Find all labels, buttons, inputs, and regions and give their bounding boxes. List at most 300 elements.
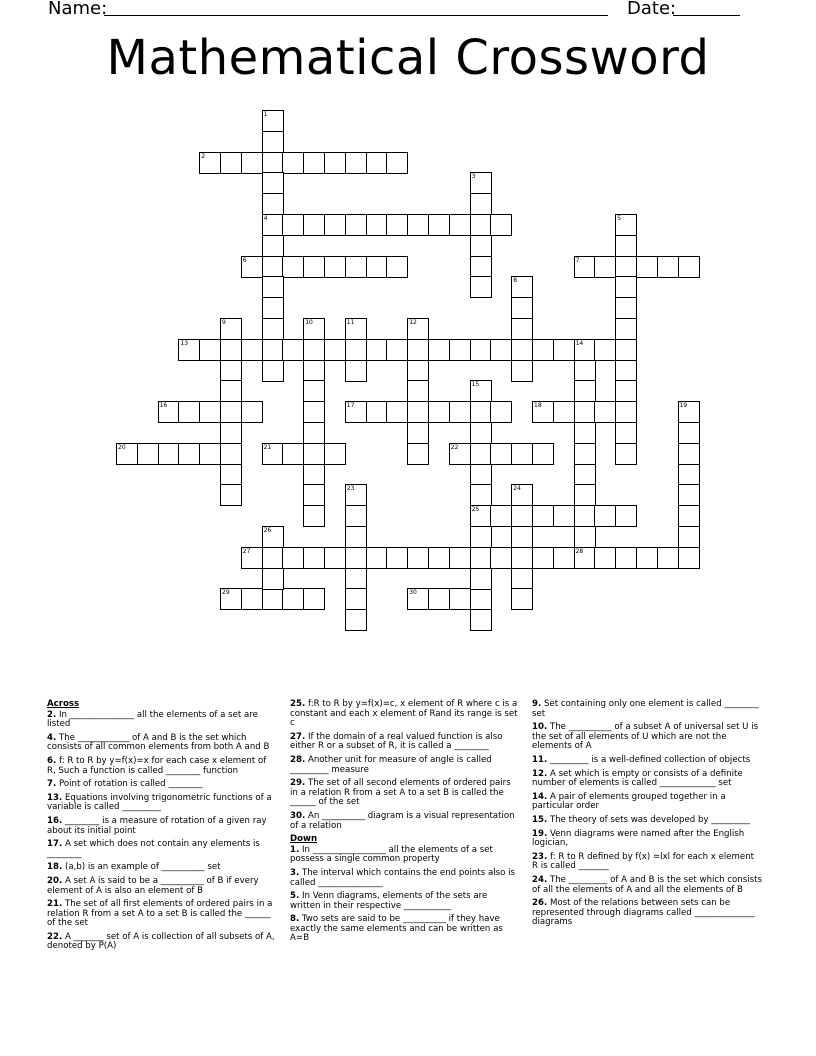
grid-cell[interactable] bbox=[324, 214, 346, 236]
grid-cell[interactable] bbox=[511, 318, 533, 340]
grid-cell[interactable] bbox=[594, 547, 616, 569]
clue-number: 8 bbox=[513, 277, 518, 285]
grid-cell[interactable] bbox=[303, 214, 325, 236]
grid-cell[interactable] bbox=[470, 276, 492, 298]
grid-cell[interactable] bbox=[532, 443, 554, 465]
grid-cell[interactable] bbox=[366, 256, 388, 278]
grid-cell[interactable] bbox=[303, 484, 325, 506]
across-clue bbox=[290, 756, 520, 775]
down-clue bbox=[532, 700, 762, 719]
grid-cell[interactable] bbox=[511, 484, 533, 506]
grid-cell[interactable] bbox=[262, 297, 284, 319]
grid-cell[interactable] bbox=[678, 484, 700, 506]
grid-cell[interactable] bbox=[470, 193, 492, 215]
grid-cell[interactable] bbox=[615, 422, 637, 444]
grid-cell[interactable] bbox=[262, 318, 284, 340]
clue-text: In Venn diagrams, elements of the sets are written in their respective ___________ bbox=[290, 891, 488, 911]
grid-cell[interactable] bbox=[345, 214, 367, 236]
clue-number: 19 bbox=[679, 402, 688, 410]
down-clue-list-cont bbox=[532, 700, 762, 928]
clue-number: 12 bbox=[409, 319, 417, 326]
date-label: Date: bbox=[627, 0, 677, 19]
grid-cell[interactable] bbox=[511, 339, 533, 361]
grid-cell[interactable] bbox=[428, 547, 450, 569]
grid-cell[interactable] bbox=[262, 131, 284, 153]
grid-cell[interactable] bbox=[574, 401, 596, 423]
clue-text: If the domain of a real valued function is also either R or a subset of R, it is called a ________ bbox=[290, 731, 503, 752]
clue-text: Two sets are said to be __________ if they have exactly the same elements and can be written as A=B bbox=[290, 914, 503, 944]
across-clue bbox=[47, 900, 277, 929]
clue-num: 6. bbox=[47, 755, 57, 766]
grid-cell[interactable] bbox=[366, 401, 388, 423]
clue-num: 2. bbox=[47, 709, 57, 720]
grid-cell[interactable] bbox=[511, 568, 533, 590]
grid-cell[interactable] bbox=[678, 547, 700, 569]
clue-number: 11 bbox=[346, 319, 355, 326]
clue-column-2 bbox=[290, 700, 520, 948]
grid-cell[interactable] bbox=[262, 172, 284, 194]
clue-text: A set which is empty or consists of a definite number of elements is called _____________ set bbox=[532, 768, 743, 789]
grid-cell[interactable] bbox=[511, 360, 533, 382]
grid-cell[interactable] bbox=[407, 443, 429, 465]
grid-cell[interactable] bbox=[303, 443, 325, 465]
across-clue bbox=[47, 780, 277, 790]
clue-number: 9 bbox=[222, 319, 226, 326]
grid-cell[interactable] bbox=[511, 297, 533, 319]
grid-cell[interactable] bbox=[615, 547, 637, 569]
clue-column-1 bbox=[47, 700, 277, 956]
grid-cell[interactable] bbox=[303, 339, 325, 361]
grid-cell[interactable] bbox=[490, 401, 512, 423]
grid-cell[interactable] bbox=[345, 318, 367, 340]
grid-cell[interactable] bbox=[241, 256, 263, 278]
grid-cell[interactable] bbox=[553, 547, 575, 569]
grid-cell[interactable] bbox=[594, 401, 616, 423]
grid-cell[interactable] bbox=[282, 256, 304, 278]
clue-text: In _________________ all the elements of a set possess a single common property bbox=[290, 844, 493, 865]
clue-num: 28. bbox=[290, 754, 306, 765]
grid-cell[interactable] bbox=[615, 297, 637, 319]
down-clue-list bbox=[290, 846, 520, 944]
grid-cell[interactable] bbox=[449, 401, 471, 423]
grid-cell[interactable] bbox=[220, 443, 242, 465]
grid-cell[interactable] bbox=[511, 588, 533, 610]
grid-cell[interactable] bbox=[303, 256, 325, 278]
grid-cell[interactable] bbox=[303, 401, 325, 423]
grid-cell[interactable] bbox=[199, 443, 221, 465]
grid-cell[interactable] bbox=[574, 380, 596, 402]
grid-cell[interactable] bbox=[262, 110, 284, 132]
grid-cell[interactable] bbox=[282, 152, 304, 174]
grid-cell[interactable] bbox=[324, 339, 346, 361]
grid-cell[interactable] bbox=[220, 484, 242, 506]
grid-cell[interactable] bbox=[636, 547, 658, 569]
grid-cell[interactable] bbox=[428, 339, 450, 361]
clue-number: 28 bbox=[575, 547, 584, 555]
grid-cell[interactable] bbox=[282, 588, 304, 610]
grid-cell[interactable] bbox=[345, 588, 367, 610]
grid-cell[interactable] bbox=[262, 152, 284, 174]
grid-cell[interactable] bbox=[428, 401, 450, 423]
grid-cell[interactable] bbox=[178, 443, 200, 465]
grid-cell[interactable] bbox=[407, 339, 429, 361]
grid-cell[interactable] bbox=[490, 547, 512, 569]
clue-number: 29 bbox=[222, 589, 230, 597]
clue-number: 18 bbox=[534, 402, 542, 410]
grid-cell[interactable] bbox=[345, 152, 367, 174]
grid-cell[interactable] bbox=[324, 443, 346, 465]
grid-cell[interactable] bbox=[324, 547, 346, 569]
down-clue bbox=[532, 830, 762, 849]
grid-cell[interactable] bbox=[407, 588, 429, 610]
grid-cell[interactable] bbox=[553, 401, 575, 423]
grid-cell[interactable] bbox=[574, 339, 596, 361]
clue-text: An __________ diagram is a visual representation of a relation bbox=[290, 810, 515, 831]
across-clue-list bbox=[47, 711, 277, 952]
grid-cell[interactable] bbox=[303, 547, 325, 569]
clue-text: Set containing only one element is called ________ set bbox=[532, 699, 759, 719]
clue-num: 4. bbox=[47, 732, 57, 743]
grid-cell[interactable] bbox=[262, 276, 284, 298]
grid-cell[interactable] bbox=[241, 588, 263, 610]
clue-column-3 bbox=[532, 700, 762, 932]
grid-cell[interactable] bbox=[470, 214, 492, 236]
grid-cell[interactable] bbox=[553, 505, 575, 527]
grid-cell[interactable] bbox=[345, 484, 367, 506]
grid-cell[interactable] bbox=[303, 380, 325, 402]
grid-cell[interactable] bbox=[407, 360, 429, 382]
grid-cell[interactable] bbox=[303, 152, 325, 174]
across-clue-list-cont bbox=[290, 700, 520, 831]
grid-cell[interactable] bbox=[386, 339, 408, 361]
grid-cell[interactable] bbox=[532, 505, 554, 527]
clue-number: 6 bbox=[242, 256, 247, 264]
across-clue bbox=[47, 711, 277, 730]
grid-cell[interactable] bbox=[303, 505, 325, 527]
clue-num: 5. bbox=[290, 891, 300, 902]
grid-cell[interactable] bbox=[470, 443, 492, 465]
grid-cell[interactable] bbox=[470, 401, 492, 423]
grid-cell[interactable] bbox=[386, 214, 408, 236]
grid-cell[interactable] bbox=[470, 422, 492, 444]
grid-cell[interactable] bbox=[241, 339, 263, 361]
grid-cell[interactable] bbox=[594, 339, 616, 361]
down-clue bbox=[290, 915, 520, 944]
grid-cell[interactable] bbox=[220, 360, 242, 382]
grid-cell[interactable] bbox=[615, 360, 637, 382]
grid-cell[interactable] bbox=[158, 443, 180, 465]
grid-cell[interactable] bbox=[470, 235, 492, 257]
clue-num: 27. bbox=[290, 731, 306, 742]
grid-cell[interactable] bbox=[407, 547, 429, 569]
across-clue bbox=[47, 734, 277, 753]
grid-cell[interactable] bbox=[178, 339, 200, 361]
clue-num: 17. bbox=[47, 839, 63, 850]
clue-num: 26. bbox=[532, 898, 548, 909]
across-clue bbox=[47, 933, 277, 952]
grid-cell[interactable] bbox=[386, 401, 408, 423]
grid-cell[interactable] bbox=[262, 568, 284, 590]
grid-cell[interactable] bbox=[657, 256, 679, 278]
grid-cell[interactable] bbox=[449, 443, 471, 465]
grid-cell[interactable] bbox=[282, 547, 304, 569]
grid-cell[interactable] bbox=[407, 401, 429, 423]
grid-cell[interactable] bbox=[511, 505, 533, 527]
grid-cell[interactable] bbox=[615, 214, 637, 236]
grid-cell[interactable] bbox=[657, 547, 679, 569]
grid-cell[interactable] bbox=[532, 339, 554, 361]
grid-cell[interactable] bbox=[220, 339, 242, 361]
grid-cell[interactable] bbox=[678, 422, 700, 444]
clue-num: 9. bbox=[532, 699, 542, 709]
across-clue bbox=[290, 779, 520, 808]
grid-cell[interactable] bbox=[366, 152, 388, 174]
grid-cell[interactable] bbox=[553, 339, 575, 361]
grid-cell[interactable] bbox=[532, 401, 554, 423]
grid-cell[interactable] bbox=[220, 152, 242, 174]
clue-num: 16. bbox=[47, 815, 63, 826]
grid-cell[interactable] bbox=[366, 547, 388, 569]
grid-cell[interactable] bbox=[262, 193, 284, 215]
grid-cell[interactable] bbox=[574, 256, 596, 278]
grid-cell[interactable] bbox=[324, 152, 346, 174]
grid-cell[interactable] bbox=[345, 339, 367, 361]
grid-cell[interactable] bbox=[241, 152, 263, 174]
clue-number: 5 bbox=[617, 215, 622, 222]
grid-cell[interactable] bbox=[615, 256, 637, 278]
grid-cell[interactable] bbox=[594, 256, 616, 278]
clue-num: 3. bbox=[290, 867, 300, 878]
grid-cell[interactable] bbox=[282, 214, 304, 236]
grid-cell[interactable] bbox=[407, 380, 429, 402]
down-clue bbox=[532, 770, 762, 789]
grid-cell[interactable] bbox=[220, 464, 242, 486]
grid-cell[interactable] bbox=[345, 526, 367, 548]
grid-cell[interactable] bbox=[428, 214, 450, 236]
grid-cell[interactable] bbox=[345, 609, 367, 631]
grid-cell[interactable] bbox=[366, 339, 388, 361]
down-heading: Down bbox=[290, 834, 318, 845]
clue-num: 12. bbox=[532, 768, 548, 779]
grid-cell[interactable] bbox=[470, 484, 492, 506]
grid-cell[interactable] bbox=[282, 339, 304, 361]
clue-text: _________ is a well-defined collection of objects bbox=[549, 754, 751, 765]
clue-number: 7 bbox=[575, 256, 580, 264]
grid-cell[interactable] bbox=[678, 401, 700, 423]
grid-cell[interactable] bbox=[282, 443, 304, 465]
grid-cell[interactable] bbox=[386, 152, 408, 174]
clue-num: 25. bbox=[290, 699, 306, 709]
across-clue bbox=[47, 840, 277, 859]
down-clue bbox=[290, 892, 520, 911]
clue-text: The _________ of A and B is the set which consists of all the elements of A and all the elements of B bbox=[532, 874, 762, 895]
grid-cell[interactable] bbox=[345, 360, 367, 382]
grid-cell[interactable] bbox=[407, 422, 429, 444]
clue-number: 4 bbox=[263, 215, 268, 222]
grid-cell[interactable] bbox=[303, 318, 325, 340]
grid-cell[interactable] bbox=[220, 380, 242, 402]
grid-cell[interactable] bbox=[615, 318, 637, 340]
clue-number: 26 bbox=[263, 527, 272, 534]
across-clue bbox=[290, 733, 520, 752]
grid-cell[interactable] bbox=[199, 339, 221, 361]
grid-cell[interactable] bbox=[303, 360, 325, 382]
clue-number: 13 bbox=[180, 339, 189, 347]
clue-text: In _______________ all the elements of a set are listed bbox=[47, 709, 258, 730]
grid-cell[interactable] bbox=[116, 443, 138, 465]
grid-cell[interactable] bbox=[615, 339, 637, 361]
grid-cell[interactable] bbox=[532, 547, 554, 569]
grid-cell[interactable] bbox=[449, 339, 471, 361]
grid-cell[interactable] bbox=[428, 588, 450, 610]
grid-cell[interactable] bbox=[615, 235, 637, 257]
clue-number: 3 bbox=[471, 173, 476, 181]
grid-cell[interactable] bbox=[262, 443, 284, 465]
grid-cell[interactable] bbox=[511, 276, 533, 298]
grid-cell[interactable] bbox=[199, 152, 221, 174]
grid-cell[interactable] bbox=[262, 547, 284, 569]
grid-cell[interactable] bbox=[220, 318, 242, 340]
across-clue bbox=[47, 877, 277, 896]
grid-cell[interactable] bbox=[386, 256, 408, 278]
grid-cell[interactable] bbox=[574, 443, 596, 465]
grid-cell[interactable] bbox=[178, 401, 200, 423]
grid-cell[interactable] bbox=[262, 360, 284, 382]
grid-cell[interactable] bbox=[490, 505, 512, 527]
name-label: Name: bbox=[48, 0, 108, 19]
grid-cell[interactable] bbox=[511, 526, 533, 548]
grid-cell[interactable] bbox=[574, 526, 596, 548]
grid-cell[interactable] bbox=[345, 505, 367, 527]
grid-cell[interactable] bbox=[345, 256, 367, 278]
grid-cell[interactable] bbox=[470, 547, 492, 569]
grid-cell[interactable] bbox=[615, 380, 637, 402]
grid-cell[interactable] bbox=[511, 443, 533, 465]
grid-cell[interactable] bbox=[449, 588, 471, 610]
grid-cell[interactable] bbox=[470, 464, 492, 486]
across-heading: Across bbox=[47, 699, 80, 709]
grid-cell[interactable] bbox=[345, 401, 367, 423]
grid-cell[interactable] bbox=[366, 214, 388, 236]
grid-cell[interactable] bbox=[386, 547, 408, 569]
grid-cell[interactable] bbox=[636, 256, 658, 278]
grid-cell[interactable] bbox=[490, 214, 512, 236]
grid-cell[interactable] bbox=[678, 505, 700, 527]
grid-cell[interactable] bbox=[615, 505, 637, 527]
grid-cell[interactable] bbox=[345, 547, 367, 569]
down-clue bbox=[532, 853, 762, 872]
down-clue bbox=[532, 756, 762, 766]
grid-cell[interactable] bbox=[241, 401, 263, 423]
grid-cell[interactable] bbox=[678, 256, 700, 278]
grid-cell[interactable] bbox=[324, 256, 346, 278]
grid-cell[interactable] bbox=[470, 588, 492, 610]
grid-cell[interactable] bbox=[407, 214, 429, 236]
down-clue bbox=[532, 899, 762, 928]
grid-cell[interactable] bbox=[678, 526, 700, 548]
grid-cell[interactable] bbox=[574, 464, 596, 486]
grid-cell[interactable] bbox=[574, 484, 596, 506]
grid-cell[interactable] bbox=[262, 235, 284, 257]
clue-text: A set A is said to be a __________ of B if every element of A is also an element of B bbox=[47, 875, 259, 896]
clue-num: 1. bbox=[290, 844, 300, 855]
grid-cell[interactable] bbox=[158, 401, 180, 423]
grid-cell[interactable] bbox=[345, 568, 367, 590]
grid-cell[interactable] bbox=[470, 339, 492, 361]
grid-cell[interactable] bbox=[262, 256, 284, 278]
grid-cell[interactable] bbox=[220, 401, 242, 423]
grid-cell[interactable] bbox=[574, 547, 596, 569]
clue-text: f: R to R by y=f(x)=x for each case x element of R, Such a function is called ________ function bbox=[47, 755, 267, 776]
grid-cell[interactable] bbox=[303, 422, 325, 444]
grid-cell[interactable] bbox=[407, 318, 429, 340]
down-clue bbox=[532, 723, 762, 752]
grid-cell[interactable] bbox=[262, 339, 284, 361]
clue-number: 10 bbox=[305, 319, 313, 326]
grid-cell[interactable] bbox=[470, 380, 492, 402]
clue-text: A _______ set of A is collection of all subsets of A, denoted by P(A) bbox=[47, 931, 275, 952]
grid-cell[interactable] bbox=[615, 401, 637, 423]
clue-num: 14. bbox=[532, 791, 548, 802]
grid-cell[interactable] bbox=[220, 588, 242, 610]
clue-num: 7. bbox=[47, 779, 57, 790]
clue-num: 29. bbox=[290, 778, 306, 789]
clue-num: 21. bbox=[47, 899, 63, 910]
grid-cell[interactable] bbox=[241, 547, 263, 569]
grid-cell[interactable] bbox=[490, 339, 512, 361]
grid-cell[interactable] bbox=[303, 464, 325, 486]
grid-cell[interactable] bbox=[470, 609, 492, 631]
clue-num: 30. bbox=[290, 810, 306, 821]
grid-cell[interactable] bbox=[199, 401, 221, 423]
down-clue bbox=[532, 876, 762, 895]
clue-num: 15. bbox=[532, 814, 548, 825]
clue-num: 20. bbox=[47, 875, 63, 886]
grid-cell[interactable] bbox=[470, 526, 492, 548]
grid-cell[interactable] bbox=[137, 443, 159, 465]
clue-text: Venn diagrams were named after the English logician, bbox=[532, 828, 745, 849]
grid-cell[interactable] bbox=[470, 256, 492, 278]
clue-number: 23 bbox=[346, 485, 355, 493]
grid-cell[interactable] bbox=[574, 505, 596, 527]
clue-text: The set of all first elements of ordered pairs in a relation R from a set A to a set B is called the ______ of the set bbox=[47, 899, 273, 929]
grid-cell[interactable] bbox=[594, 505, 616, 527]
clue-text: ________ is a measure of rotation of a given ray about its initial point bbox=[47, 815, 267, 836]
grid-cell[interactable] bbox=[262, 588, 284, 610]
grid-cell[interactable] bbox=[615, 443, 637, 465]
grid-cell[interactable] bbox=[678, 443, 700, 465]
grid-cell[interactable] bbox=[490, 443, 512, 465]
grid-cell[interactable] bbox=[678, 464, 700, 486]
grid-cell[interactable] bbox=[449, 214, 471, 236]
grid-cell[interactable] bbox=[574, 422, 596, 444]
clue-text: Equations involving trigonometric functions of a variable is called _________ bbox=[47, 792, 272, 813]
grid-cell[interactable] bbox=[574, 360, 596, 382]
grid-cell[interactable] bbox=[470, 172, 492, 194]
grid-cell[interactable] bbox=[615, 276, 637, 298]
down-clue bbox=[290, 846, 520, 865]
grid-cell[interactable] bbox=[262, 526, 284, 548]
grid-cell[interactable] bbox=[303, 588, 325, 610]
clue-text: (a,b) is an example of __________ set bbox=[64, 862, 221, 873]
grid-cell[interactable] bbox=[449, 547, 471, 569]
grid-cell[interactable] bbox=[470, 505, 492, 527]
grid-cell[interactable] bbox=[220, 422, 242, 444]
grid-cell[interactable] bbox=[470, 568, 492, 590]
grid-cell[interactable] bbox=[511, 547, 533, 569]
clue-number: 1 bbox=[263, 111, 268, 118]
grid-cell[interactable] bbox=[262, 214, 284, 236]
